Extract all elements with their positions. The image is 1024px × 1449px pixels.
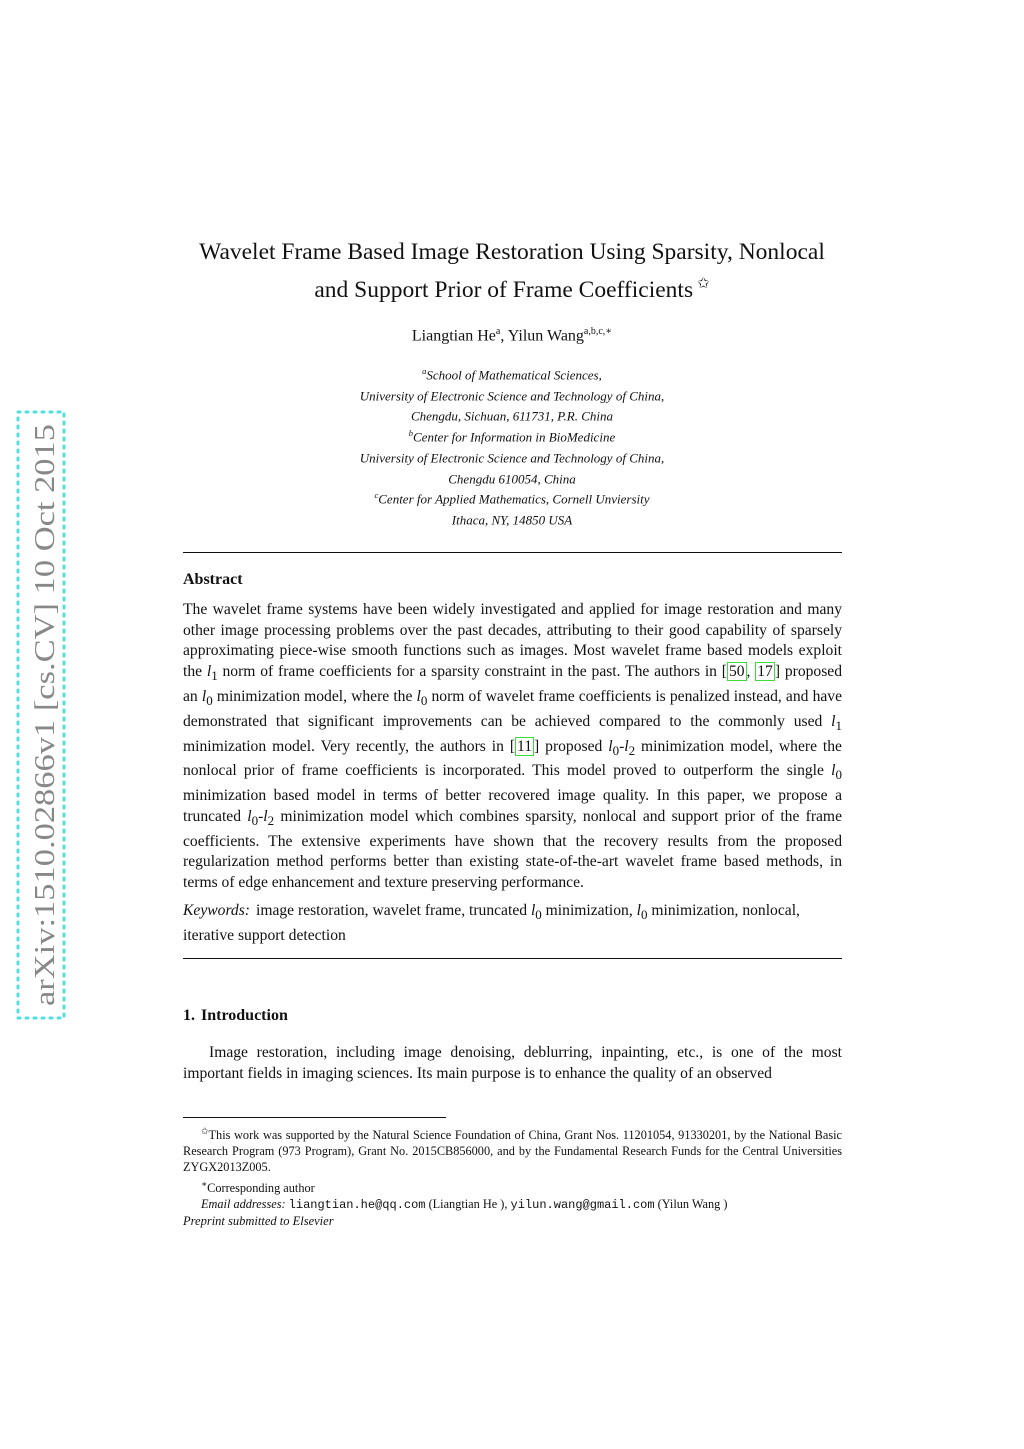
math-l: l	[608, 737, 613, 755]
email-owner-2: (Yilun Wang )	[654, 1196, 728, 1211]
footnote-corresponding-text: Corresponding author	[207, 1180, 315, 1195]
section-title: Introduction	[201, 1007, 288, 1024]
math-subscript: 1	[211, 668, 218, 684]
math-subscript: 1	[835, 717, 842, 733]
arxiv-stamp	[14, 410, 68, 1020]
footnote-corresponding	[183, 1176, 842, 1196]
abstract-text: The wavelet frame systems have been widely investigated and applied for image restoration and many other image processing problems over the past decades, attributing to their good capability of sparsely approximating piece-wise smooth functions such as images. Most wavelet frame based models exploit the	[183, 601, 842, 681]
citation-link[interactable]: 11	[517, 737, 533, 755]
abstract-text: ] proposed	[534, 737, 609, 755]
abstract-text: minimization model. Very recently, the authors in [	[183, 737, 516, 755]
preprint-note: Preprint submitted to Elsevier	[183, 1214, 334, 1228]
footnote-rule	[183, 1117, 446, 1118]
affiliation-line	[160, 363, 864, 384]
author-2-affil-mark: a,b,c,∗	[583, 326, 613, 337]
abstract-bottom-rule	[183, 958, 842, 959]
abstract-text: minimization model, where the	[212, 687, 417, 705]
math-subscript: 2	[267, 812, 275, 828]
author-separator: ,	[500, 327, 508, 345]
email-label: Email addresses:	[201, 1196, 286, 1211]
affiliation-line	[160, 404, 864, 425]
paper-title	[160, 236, 864, 306]
section-number: 1.	[183, 1007, 195, 1024]
math-l: l	[831, 762, 836, 780]
author-list	[160, 326, 864, 345]
footnote-emails	[183, 1196, 842, 1213]
math-subscript: 0	[535, 907, 542, 923]
abstract-text: ] proposed an	[183, 663, 843, 705]
math-l: l	[636, 902, 641, 919]
abstract-text: minimization model, where the nonlocal prior of frame coefficients is incorporated. This model proved to outperform the single	[183, 737, 842, 780]
email-owner-1: (Liangtian He ),	[425, 1196, 511, 1211]
author-2-name: Yilun Wang	[507, 327, 584, 345]
math-subscript: 0	[640, 907, 648, 923]
affiliation-text: Ithaca, NY, 14850 USA	[451, 512, 573, 528]
footnote-funding	[183, 1123, 842, 1176]
math-subscript: 0	[206, 693, 213, 709]
math-l: l	[624, 737, 629, 755]
math-l: l	[247, 807, 252, 825]
affiliation-line	[160, 467, 864, 488]
title-line-2	[160, 268, 864, 306]
footnotes	[183, 1123, 842, 1213]
math-l: l	[201, 687, 207, 705]
abstract-heading: Abstract	[183, 571, 243, 588]
author-1-affil-mark: a	[495, 326, 501, 337]
affiliation-mark: a	[422, 366, 427, 376]
citation-link[interactable]: 50	[728, 663, 745, 681]
email-link-2[interactable]: yilun.wang@gmail.com	[510, 1197, 655, 1212]
affiliation-text: Chengdu 610054, China	[448, 471, 576, 486]
math-subscript: 0	[251, 812, 259, 828]
author-1-name: Liangtian He	[411, 327, 496, 345]
affiliation-text: Center for Applied Mathematics, Cornell Unviersity	[378, 491, 650, 507]
affiliation-line	[160, 446, 864, 467]
abstract-text: norm of frame coefficients for a sparsity constraint in the past. The authors in [	[217, 663, 727, 681]
abstract-top-rule	[183, 552, 842, 553]
footnote-funding-text: This work was supported by the Natural Science Foundation of China, Grant Nos. 11201054, 91330201, by the National Basic Research Program (973 Program), Grant No. 2015CB856000, and by the Fundamental Research Funds for the Central Universities ZYGX2013Z005.	[183, 1128, 842, 1175]
title-line-2-text: and Support Prior of Frame Coefficients	[314, 277, 694, 303]
affiliation-line	[160, 487, 864, 508]
keywords-text: minimization,	[541, 902, 637, 919]
abstract-text: minimization model which combines sparsity, nonlocal and support prior of the frame coefficients. The extensive experiments have shown that the recovery results from the proposed regularization method performs better than existing state-of-the-art wavelet frame based methods, in terms of edge enhancement and texture preserving performance.	[183, 807, 842, 892]
keywords	[183, 901, 842, 947]
math-l: l	[831, 712, 836, 730]
affiliation-line	[160, 425, 864, 446]
citation-link[interactable]: 17	[757, 663, 773, 681]
affiliation-line	[160, 384, 864, 405]
math-l: l	[263, 807, 268, 825]
affiliation-text: Chengdu, Sichuan, 611731, P.R. China	[410, 408, 614, 424]
math-l: l	[416, 687, 421, 705]
math-subscript: 0	[835, 767, 842, 783]
email-link-1[interactable]: liangtian.he@qq.com	[288, 1197, 426, 1212]
affiliation-text: University of Electronic Science and Technology of China,	[359, 388, 665, 404]
keywords-text: minimization, nonlocal, iterative support detection	[183, 902, 800, 944]
title-footnote-star-icon[interactable]: ✩	[697, 276, 710, 292]
affiliation-text: Center for Information in BioMedicine	[413, 429, 616, 445]
title-line-1: Wavelet Frame Based Image Restoration Using Sparsity, Nonlocal	[199, 239, 825, 265]
math-subscript: 2	[628, 742, 636, 758]
footnote-asterisk: ∗	[201, 1178, 208, 1189]
abstract-text: norm of wavelet frame coefficients is penalized instead, and have demonstrated that significant improvements can be achieved compared to the commonly used	[183, 687, 843, 730]
affiliations	[160, 363, 864, 529]
affiliation-mark: b	[408, 428, 414, 439]
abstract-text: ,	[746, 663, 756, 681]
abstract-body	[183, 600, 842, 894]
keywords-label: Keywords:	[183, 902, 250, 919]
affiliation-text: School of Mathematical Sciences,	[426, 367, 602, 383]
math-l: l	[206, 663, 212, 681]
math-l: l	[530, 902, 536, 919]
footnote-star-icon: ✩	[201, 1126, 209, 1136]
section-heading-introduction	[183, 1007, 288, 1025]
math-dash: -	[258, 807, 264, 825]
affiliation-mark: c	[374, 490, 379, 501]
math-subscript: 0	[612, 742, 620, 758]
affiliation-line	[160, 508, 864, 529]
arxiv-stamp-text: arXiv:1510.02866v1 [cs.CV] 10 Oct 2015	[29, 516, 61, 1006]
affiliation-text: University of Electronic Science and Technology of China,	[359, 450, 665, 466]
math-dash: -	[619, 737, 625, 755]
abstract-text: minimization based model in terms of better recovered image quality. In this paper, we propose a truncated	[183, 787, 842, 825]
math-subscript: 0	[420, 693, 428, 709]
keywords-text: image restoration, wavelet frame, truncated	[256, 902, 531, 919]
intro-paragraph: Image restoration, including image denoising, deblurring, inpainting, etc., is one of the most important fields in imaging sciences. Its main purpose is to enhance the quality of an observed	[183, 1044, 842, 1082]
